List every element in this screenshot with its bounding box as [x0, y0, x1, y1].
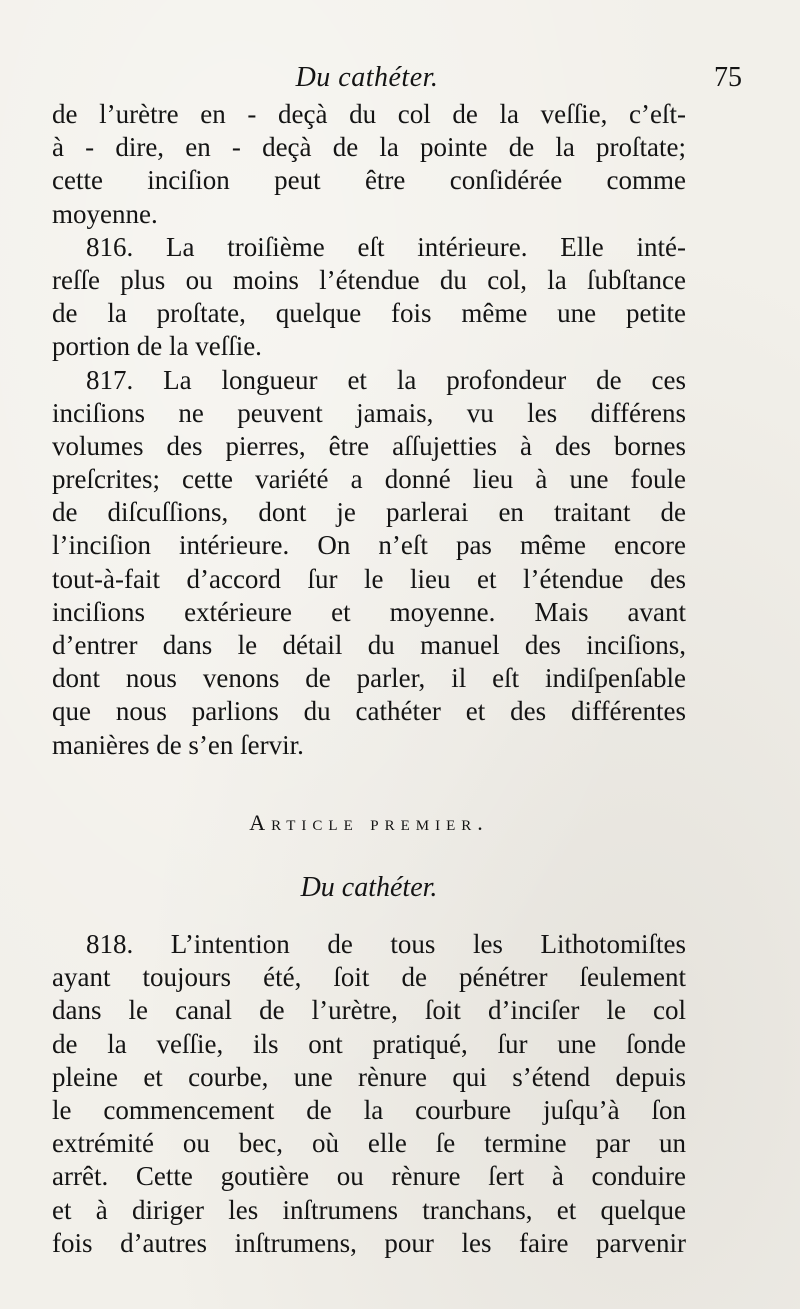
text-line: dont nous venons de parler, il eſt indiſpenſable: [52, 663, 686, 694]
text-line: et à diriger les inſtrumens tranchans, et quelque: [52, 1194, 686, 1225]
text-line: extrémité ou bec, où elle ſe termine par un: [52, 1128, 686, 1159]
text-line: manières de s’en ſervir.: [52, 729, 304, 760]
text-line: à - dire, en - deçà de la pointe de la proſtate;: [52, 132, 686, 163]
text-block-top: [52, 98, 686, 762]
article-heading: Article premier.: [249, 810, 489, 835]
section-title: Du cathéter.: [300, 872, 438, 903]
paragraph-816-start: 816. La troiſième eſt intérieure. Elle inté-: [86, 231, 686, 262]
text-line: inciſions extérieure et moyenne. Mais avant: [52, 596, 686, 627]
text-line: moyenne.: [52, 198, 158, 229]
paragraph-818-start: 818. L’intention de tous les Lithotomiſtes: [86, 929, 686, 959]
text-line: de la veſſie, ils ont pratiqué, ſur une ſonde: [52, 1028, 686, 1059]
text-line: de la proſtate, quelque fois même une petite: [52, 298, 686, 329]
text-line: preſcrites; cette variété a donné lieu à une foule: [52, 464, 686, 495]
text-line: ayant toujours été, ſoit de pénétrer ſeulement: [52, 962, 686, 993]
text-line: fois d’autres inſtrumens, pour les faire parvenir: [52, 1227, 686, 1258]
text-line: de l’urètre en - deçà du col de la veſſie, c’eſt-: [52, 99, 686, 129]
text-line: cette inciſion peut être conſidérée comme: [52, 165, 686, 196]
text-line: inciſions ne peuvent jamais, vu les différens: [52, 397, 686, 428]
text-line: dans le canal de l’urètre, ſoit d’inciſer le col: [52, 995, 686, 1026]
text-line: le commencement de la courbure juſqu’à ſon: [52, 1094, 686, 1125]
text-line: de diſcuſſions, dont je parlerai en traitant de: [52, 497, 686, 528]
text-line: arrêt. Cette goutière ou rènure ſert à conduire: [52, 1161, 686, 1192]
text-line: que nous parlions du cathéter et des différentes: [52, 696, 686, 727]
paragraph-817-start: 817. La longueur et la profondeur de ces: [86, 364, 686, 395]
text-line: reſſe plus ou moins l’étendue du col, la ſubſtance: [52, 264, 686, 295]
text-block-bottom: [52, 928, 686, 1260]
text-line: l’inciſion intérieure. On n’eſt pas même encore: [52, 530, 686, 561]
page-number: 75: [714, 62, 742, 93]
text-line: d’entrer dans le détail du manuel des inciſions,: [52, 630, 686, 660]
text-line: tout-à-fait d’accord ſur le lieu et l’étendue des: [52, 563, 686, 594]
text-line: volumes des pierres, être aſſujetties à des bornes: [52, 430, 686, 461]
running-title: Du cathéter.: [295, 62, 439, 93]
text-line: pleine et courbe, une rènure qui s’étend depuis: [52, 1061, 686, 1092]
page-header: [52, 58, 742, 98]
text-line: portion de la veſſie.: [52, 331, 262, 362]
